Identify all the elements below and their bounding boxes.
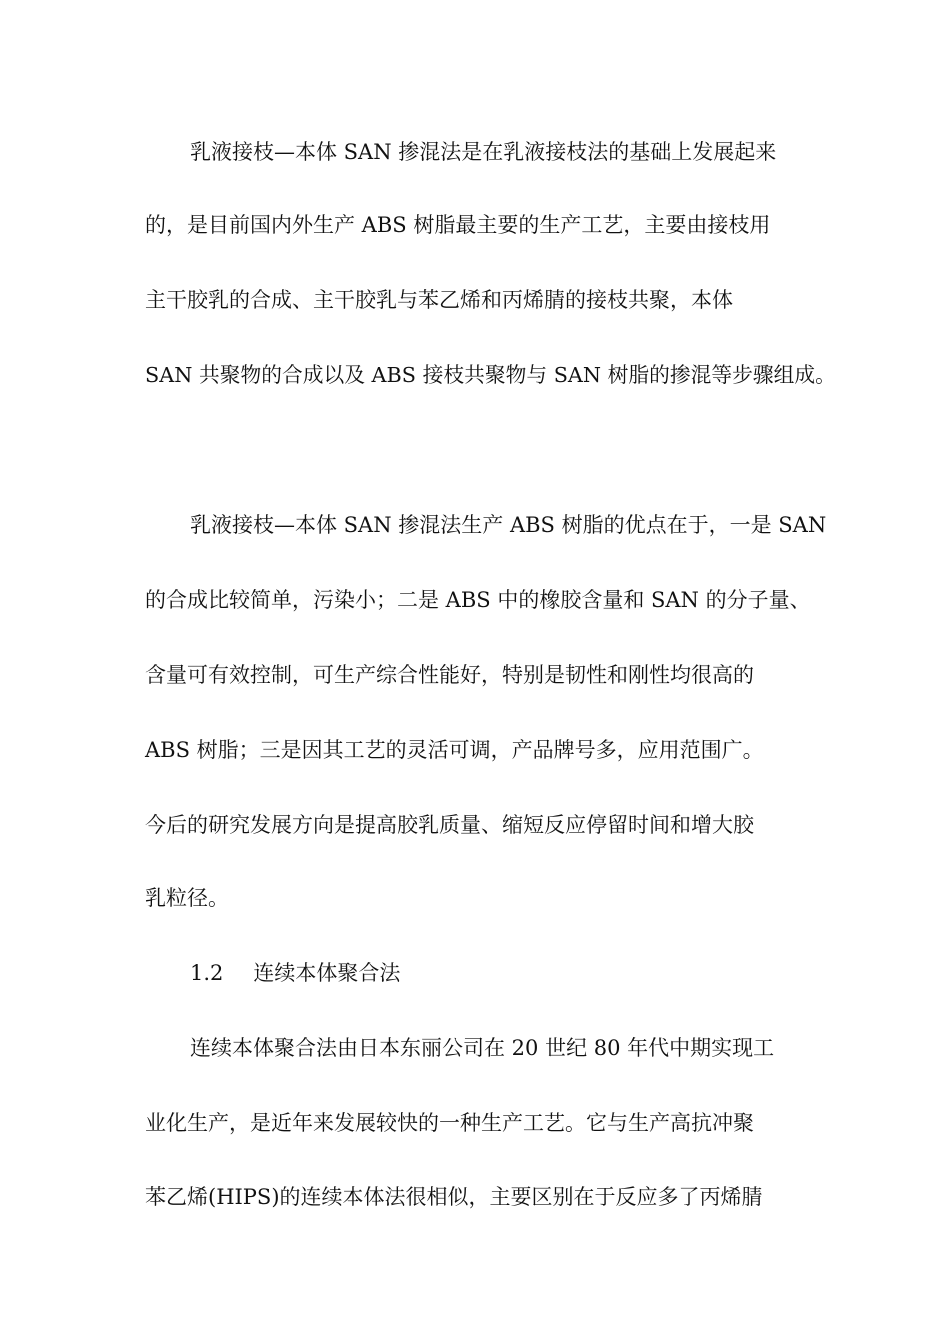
paragraph-line: SAN 共聚物的合成以及 ABS 接枝共聚物与 SAN 树脂的掺混等步骤组成。 xyxy=(145,363,836,387)
paragraph-line: 乳液接枝—本体 SAN 掺混法是在乳液接枝法的基础上发展起来 xyxy=(190,140,777,164)
paragraph-line: 的合成比较简单，污染小；二是 ABS 中的橡胶含量和 SAN 的分子量、 xyxy=(145,588,811,612)
paragraph-line: 业化生产，是近年来发展较快的一种生产工艺。它与生产高抗冲聚 xyxy=(145,1111,754,1135)
section-number: 1.2 xyxy=(190,961,224,985)
paragraph-line: ABS 树脂；三是因其工艺的灵活可调，产品牌号多，应用范围广。 xyxy=(145,738,764,762)
paragraph-line: 乳粒径。 xyxy=(145,886,229,910)
paragraph-line: 含量可有效控制，可生产综合性能好，特别是韧性和刚性均很高的 xyxy=(145,663,754,687)
paragraph-line: 乳液接枝—本体 SAN 掺混法生产 ABS 树脂的优点在于，一是 SAN xyxy=(190,513,827,537)
paragraph-line: 主干胶乳的合成、主干胶乳与苯乙烯和丙烯腈的接枝共聚，本体 xyxy=(145,288,733,312)
paragraph-line: 的，是目前国内外生产 ABS 树脂最主要的生产工艺，主要由接枝用 xyxy=(145,213,771,237)
section-heading xyxy=(190,958,880,988)
paragraph-line: 苯乙烯(HIPS)的连续本体法很相似，主要区别在于反应多了丙烯腈 xyxy=(145,1185,763,1209)
paragraph-line: 今后的研究发展方向是提高胶乳质量、缩短反应停留时间和增大胶 xyxy=(145,813,754,837)
section-title: 连续本体聚合法 xyxy=(253,961,401,985)
paragraph-line: 连续本体聚合法由日本东丽公司在 20 世纪 80 年代中期实现工 xyxy=(190,1036,775,1060)
